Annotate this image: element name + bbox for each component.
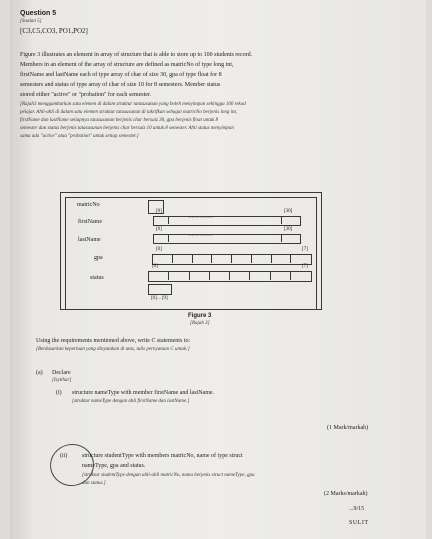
firstname-index-end: [30] — [284, 209, 293, 214]
cell-divider — [189, 271, 190, 280]
intro-line: Members in an element of the array of structure are defined as matricNo of type long int, — [20, 62, 234, 68]
instruction-english: Using the requirements mentioned above, write C statements to: — [36, 338, 191, 344]
cell-divider — [270, 271, 271, 280]
intro-line: semesters and status of type array of char of size 10 for 8 semesters. Member status — [20, 82, 221, 88]
intro-line: Figure 3 illustrates an element in array of structure that is able to store up to 100 students record. — [20, 52, 253, 58]
figure-caption: Figure 3 — [188, 313, 212, 319]
label-lastname: lastName — [78, 237, 101, 243]
exam-page — [10, 0, 426, 539]
gpa-array-box — [152, 254, 312, 265]
status-index-end: [7] — [302, 264, 308, 269]
question-ii-number: (ii) — [60, 453, 68, 459]
firstname-index-start: [0] — [156, 209, 162, 214]
cell-divider — [209, 271, 210, 280]
label-firstname: firstName — [78, 219, 102, 225]
status-string-range: [0]…[9] — [151, 296, 168, 301]
status-string-box — [148, 284, 172, 295]
page-number: ...9/15 — [349, 506, 365, 512]
question-i-malay: [struktur nameType dengan ahli firstName dan lastName.] — [72, 399, 190, 404]
cell-divider — [211, 254, 212, 263]
label-gpa: gpa — [94, 255, 103, 261]
part-a-label: (a) — [36, 370, 43, 376]
gpa-index-end: [7] — [302, 247, 308, 252]
cell-divider — [271, 254, 272, 263]
question-ii-line2: nameType, gpa and status. — [82, 463, 146, 469]
question-number: Question 5 — [20, 10, 57, 17]
instruction-malay: [Berdasarkan keperluan yang dinyatakan di atas, tulis pernyataan C untuk:] — [36, 347, 190, 352]
cell-divider — [192, 254, 193, 263]
intro-malay-line: firstName dan lastName setiapnya tatasusunan berjenis char bersaiz 30, gpa berjenis float untuk 8 — [20, 118, 219, 123]
clo-tag: [C3,C5,CO3, PO1,PO2] — [20, 27, 88, 35]
cell-divider — [290, 271, 291, 280]
question-ii-line1: structure studentType with members matricNo, name of type struct — [82, 453, 243, 459]
intro-malay-line: semester dan status berjenis tatasusunan berjenis char bersaiz 10 untuk 8 semester. Ahli status menyimpan — [20, 126, 234, 131]
part-a-title-malay: [Isytihar] — [52, 378, 72, 383]
question-i-number: (i) — [56, 390, 62, 396]
question-number-malay: [Soalan 5] — [20, 19, 42, 24]
status-index-start: [0] — [152, 264, 158, 269]
label-status: status — [90, 275, 104, 281]
cell-divider — [229, 271, 230, 280]
question-ii-malay-1: [struktur studentType dengan ahli-ahli matricNo, nama berjenis struct nameType, gpa — [82, 473, 255, 478]
cell-divider — [251, 254, 252, 263]
intro-malay-line: pelajar. Ahli-ahli di dalam satu elemen struktur tatasusunan di takrifkan sebagai matricNo berjenis long int, — [20, 110, 238, 115]
intro-malay-line: sama ada "active" atau "probation" untuk setiap semester.] — [20, 134, 139, 139]
lastname-index-end: [30] — [284, 227, 293, 232]
lastname-dots: …………… — [188, 233, 213, 238]
label-matricno: matricNo — [77, 202, 100, 208]
status-array-box — [148, 271, 312, 282]
question-ii-marks: (2 Marks/markah) — [324, 491, 368, 497]
inner-frame — [65, 197, 317, 309]
sulit-label: SULIT — [349, 520, 369, 526]
cell-divider — [168, 234, 169, 242]
lastname-array-box — [153, 234, 301, 244]
cell-divider — [231, 254, 232, 263]
cell-divider — [249, 271, 250, 280]
cell-divider — [281, 234, 282, 242]
cell-divider — [281, 216, 282, 224]
question-ii-malay-2: dan status.] — [82, 481, 106, 486]
cell-divider — [168, 216, 169, 224]
gpa-index-start: [0] — [156, 247, 162, 252]
intro-malay-line: [Rajah3 menggambarkan satu elemen di dalam struktur tatasusunan yang boleh menyimpan sehingga 100 rekod — [20, 102, 246, 107]
question-i-marks: (1 Mark/markah) — [327, 425, 369, 431]
part-a-title: Declare — [52, 370, 71, 376]
intro-line: firstName and lastName each of type array of char of size 30, gpa of type float for 8 — [20, 72, 222, 78]
intro-line: stored either "active" or "probation" for each semester. — [20, 92, 152, 98]
question-i-text: structure nameType with member firstName and lastName. — [72, 390, 215, 396]
cell-divider — [168, 271, 169, 280]
figure-caption-malay: [Rajah 3] — [190, 321, 210, 326]
lastname-index-start: [0] — [156, 227, 162, 232]
firstname-array-box — [153, 216, 301, 226]
cell-divider — [290, 254, 291, 263]
cell-divider — [172, 254, 173, 263]
firstname-dots: …………… — [188, 215, 213, 220]
